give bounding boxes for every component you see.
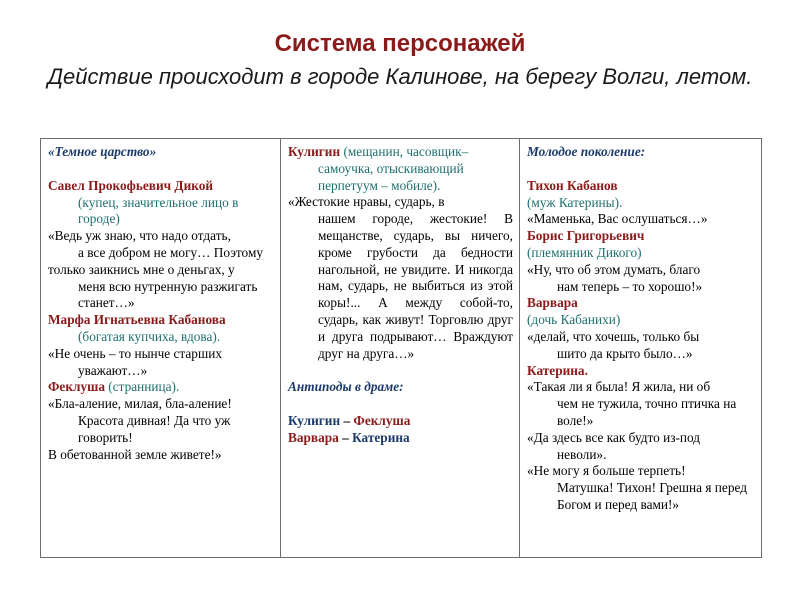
dikoy-quote-line: меня всю нутренную разжигать станет…» — [78, 278, 258, 311]
boris-name: Борис Григорьевич — [527, 228, 645, 244]
dark-kingdom-header: «Темное царство» — [48, 144, 157, 159]
feklusha-description: (странница). — [108, 379, 180, 395]
dikoy-name: Савел Прокофьевич Дикой — [48, 177, 214, 193]
feklusha-quote-line: В обетованной земле живете!» — [48, 446, 222, 462]
antipode-pair — [288, 430, 513, 447]
antipodes-header: Антиподы в драме: — [288, 379, 404, 395]
boris-description: (племянник Дикого) — [527, 244, 642, 260]
spacer — [288, 362, 513, 379]
tikhon-name: Тихон Кабанов — [527, 177, 618, 193]
antipode-separator: – — [340, 413, 354, 429]
young-generation-header: Молодое поколение: — [527, 144, 646, 159]
tikhon-description: (муж Катерины). — [527, 194, 623, 210]
feklusha-line — [48, 379, 274, 396]
feklusha-quote-line: «Бла-аление, милая, бла-аление! — [48, 396, 232, 412]
kuligin-column — [281, 139, 520, 557]
antipode-pair-right: Феклуша — [353, 413, 411, 429]
characters-table — [40, 138, 762, 558]
varvara-quote-line: шито да крыто было…» — [557, 345, 693, 361]
katerina-quote-line: Матушка! Тихон! Грешна я перед Богом и перед вами!» — [557, 480, 747, 512]
kabanova-quote-line: уважают…» — [78, 362, 148, 378]
dark-kingdom-column — [41, 139, 281, 557]
katerina-quote-line: неволи». — [557, 446, 607, 462]
dikoy-quote-line: только заикнись мне о деньгах, у — [48, 261, 235, 277]
varvara-quote-line: «делай, что хочешь, только бы — [527, 328, 700, 344]
antipode-pair-left: Варвара — [288, 429, 339, 445]
slide-title: Система персонажей — [274, 30, 526, 57]
dikoy-quote-line: а все добром не могу… Поэтому — [78, 244, 264, 260]
katerina-quote-line: «Да здесь все как будто из-под — [527, 429, 701, 445]
kuligin-description: (мещанин, часовщик– — [343, 144, 469, 159]
kabanova-name: Марфа Игнатьевна Кабанова — [48, 312, 226, 328]
dikoy-quote-line: «Ведь уж знаю, что надо отдать, — [48, 228, 231, 244]
feklusha-name: Феклуша — [48, 379, 105, 395]
kuligin-quote-first: «Жестокие нравы, сударь, в — [288, 194, 445, 210]
katerina-quote-line: «Такая ли я была! Я жила, ни об — [527, 379, 711, 395]
slide-subtitle: Действие происходит в городе Калинове, на берегу Волги, летом. — [47, 64, 753, 89]
varvara-name: Варвара — [527, 295, 578, 311]
antipode-pair — [288, 413, 513, 430]
antipode-separator: – — [338, 429, 353, 445]
feklusha-quote-line: Красота дивная! Да что уж говорить! — [78, 412, 231, 445]
katerina-quote-line: «Не могу я больше терпеть! — [527, 463, 686, 479]
kuligin-quote-body: нашем городе, жестокие! В мещанстве, сударь, вы ничего, кроме грубости да бедности нагольной, не увидите. И никогда нам, сударь, не выбиться из этой коры!... А между собой-то, сударь, как живут! Торговлю друг и друга подрывают… Враждуют друг на друга…» — [318, 211, 513, 361]
young-generation-column — [520, 139, 761, 557]
antipode-pair-left: Кулигин — [288, 413, 341, 429]
kuligin-description-cont: самоучка, отыскивающий перпетуум – мобиле). — [318, 160, 464, 193]
tikhon-quote: «Маменька, Вас ослушаться…» — [527, 211, 708, 227]
dikoy-description: (купец, значительное лицо в городе) — [78, 194, 239, 227]
katerina-quote-line: чем не тужила, точно птичка на воле!» — [557, 396, 737, 428]
katerina-name: Катерина. — [527, 362, 588, 378]
kabanova-description: (богатая купчиха, вдова). — [78, 328, 221, 344]
boris-quote-line: «Ну, что об этом думать, благо — [527, 261, 701, 277]
kuligin-name: Кулигин — [288, 144, 341, 159]
antipode-pair-right: Катерина — [352, 429, 410, 445]
kabanova-quote-line: «Не очень – то нынче старших — [48, 345, 222, 361]
boris-quote-line: нам теперь – то хорошо!» — [557, 278, 703, 294]
kuligin-line — [288, 144, 513, 161]
varvara-description: (дочь Кабанихи) — [527, 312, 621, 328]
